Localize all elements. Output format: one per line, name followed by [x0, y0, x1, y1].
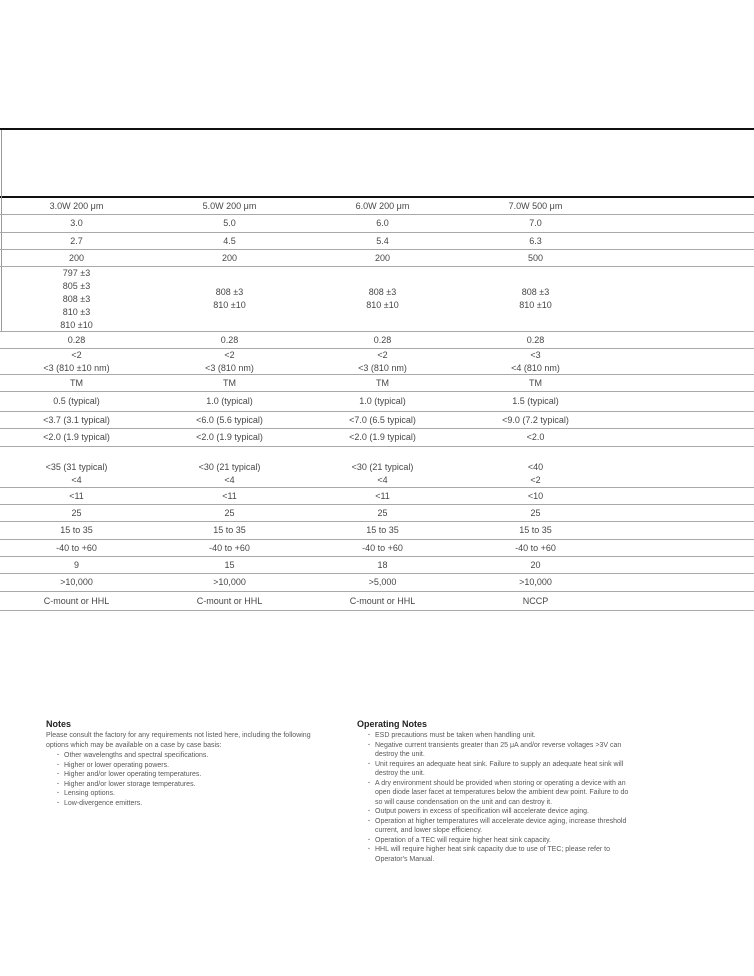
table-cell [0, 576, 153, 589]
table-cell [459, 595, 612, 608]
table-cell [459, 542, 612, 555]
cell-line: C-mount or HHL [196, 595, 263, 606]
operating-notes-list [357, 731, 631, 864]
cell-line: <11 [375, 490, 390, 501]
cell-line: <35 (31 typical) [45, 461, 108, 472]
cell-line: TM [70, 377, 83, 388]
table-cell [0, 431, 153, 444]
cell-line: <4 (810 nm) [511, 362, 560, 373]
table-cell [0, 395, 153, 408]
table-cell [0, 377, 153, 390]
table-row [0, 505, 754, 522]
note-item: · Low-divergence emitters. [57, 799, 326, 809]
cell-line: C-mount or HHL [43, 595, 110, 606]
table-cell [153, 448, 306, 487]
cell-line: 1.0 (typical) [206, 396, 253, 406]
notes-intro: Please consult the factory for any requirements not listed here, including the following options which may be available on a case by case basis: [46, 732, 311, 749]
cell-line: TM [529, 377, 542, 388]
cell-line: 2.7 [70, 235, 83, 246]
cell-line: <4 [224, 474, 235, 485]
cell-line: -40 to +60 [209, 542, 250, 553]
table-cell [459, 524, 612, 537]
table-cell [0, 524, 153, 537]
table-cell [153, 576, 306, 589]
table-cell [0, 559, 153, 572]
cell-line [153, 448, 306, 461]
table-cell [306, 349, 459, 375]
table-cell [153, 334, 306, 347]
cell-line: <3 (810 nm) [358, 362, 407, 373]
cell-line: 805 ±3 [62, 280, 91, 291]
cell-line: <3 (810 ±10 nm) [43, 362, 110, 373]
cell-line: 808 ±3 [521, 287, 550, 297]
cell-line: <3 (810 nm) [205, 362, 254, 373]
note-item: · Higher or lower operating powers. [57, 761, 326, 771]
cell-line: TM [376, 377, 389, 388]
cell-line: 3.0W 200 μm [49, 200, 104, 211]
cell-line: C-mount or HHL [349, 595, 416, 606]
cell-line: >10,000 [213, 577, 246, 587]
table-cell [459, 349, 612, 375]
table-cell [306, 559, 459, 572]
table-cell [153, 377, 306, 390]
table-cell [306, 524, 459, 537]
cell-line: 810 ±10 [519, 300, 552, 310]
table-cell [153, 395, 306, 408]
table-cell [459, 334, 612, 347]
table-row [0, 540, 754, 557]
cell-line: 6.0W 200 μm [355, 200, 410, 211]
table-cell [306, 542, 459, 555]
note-item: · HHL will require higher heat sink capacity due to use of TEC; please refer to Operator's Manual. [368, 845, 631, 864]
table-cell [306, 448, 459, 487]
cell-line: 0.28 [373, 334, 392, 345]
notes-title: Notes [46, 719, 72, 729]
cell-line: <2 [224, 349, 235, 360]
cell-line: 15 to 35 [60, 525, 93, 535]
cell-line: 200 [221, 252, 238, 263]
table-cell [0, 349, 153, 375]
table-cell [306, 334, 459, 347]
table-cell [459, 490, 612, 503]
cell-line: 25 [224, 507, 235, 518]
cell-line: <2.0 [526, 432, 545, 442]
table-cell [306, 235, 459, 248]
table-header-row [0, 198, 754, 215]
cell-line: 15 to 35 [366, 525, 399, 535]
note-item: · A dry environment should be provided when storing or operating a device with an open diode laser facet at temperatures below the ambient dew point. Failure to do so will cause condensation on the unit and can destroy it. [368, 779, 631, 808]
table-cell [459, 414, 612, 427]
table-cell [306, 576, 459, 589]
cell-line: <7.0 (6.5 typical) [349, 414, 416, 425]
note-item: · Higher and/or lower operating temperatures. [57, 770, 326, 780]
cell-line: <2 [377, 349, 388, 360]
cell-line: -40 to +60 [515, 542, 556, 553]
table-row [0, 267, 754, 332]
note-item: · Output powers in excess of specification will accelerate device aging. [368, 807, 631, 817]
note-item: · Unit requires an adequate heat sink. Failure to supply an adequate heat sink will destroy the unit. [368, 760, 631, 779]
table-cell [459, 217, 612, 230]
table-cell [0, 267, 153, 332]
table-row [0, 574, 754, 592]
cell-line: 0.28 [67, 334, 86, 345]
cell-line: <4 [71, 474, 82, 485]
cell-line: 5.0 [223, 218, 236, 228]
table-cell [0, 414, 153, 427]
table-cell [153, 349, 306, 375]
table-cell [459, 507, 612, 520]
table-cell [153, 595, 306, 608]
cell-line: 18 [377, 559, 388, 570]
table-row [0, 522, 754, 540]
table-row [0, 375, 754, 392]
table-cell [306, 377, 459, 390]
cell-line [459, 448, 612, 461]
table-cell [306, 595, 459, 608]
note-item: · Negative current transients greater than 25 μA and/or reverse voltages >3V can destroy the unit. [368, 741, 631, 760]
cell-line: 3.0 [70, 218, 83, 228]
cell-line: 808 ±3 [215, 287, 244, 297]
column-header [153, 200, 306, 213]
table-cell [153, 217, 306, 230]
cell-line [0, 448, 153, 461]
table-row [0, 392, 754, 412]
cell-line: >10,000 [519, 577, 552, 587]
table-cell [0, 595, 153, 608]
table-row [0, 233, 754, 250]
table-cell [306, 217, 459, 230]
table-row [0, 349, 754, 375]
table-cell [459, 395, 612, 408]
table-row [0, 447, 754, 488]
table-cell [153, 431, 306, 444]
table-cell [306, 252, 459, 265]
cell-line: 7.0W 500 μm [508, 200, 563, 211]
cell-line: <11 [69, 490, 84, 501]
cell-line: 1.5 (typical) [512, 396, 559, 406]
cell-line: TM [223, 377, 236, 388]
cell-line: 15 [224, 559, 235, 570]
cell-line: 6.0 [376, 218, 389, 228]
cell-line: 15 to 35 [213, 525, 246, 535]
cell-line: 6.3 [529, 235, 542, 246]
table-cell [153, 507, 306, 520]
cell-line: <11 [222, 490, 237, 501]
table-row [0, 429, 754, 447]
cell-line: 810 ±10 [366, 300, 399, 310]
table-cell [459, 559, 612, 572]
notes-list [46, 751, 326, 808]
table-row [0, 332, 754, 349]
operating-notes-title: Operating Notes [357, 719, 428, 729]
column-header [306, 200, 459, 213]
table-cell [0, 334, 153, 347]
cell-line: 0.5 (typical) [53, 396, 100, 406]
cell-line: <4 [377, 474, 388, 485]
table-cell [153, 524, 306, 537]
cell-line: 25 [377, 507, 388, 518]
cell-line: 810 ±10 [60, 319, 93, 330]
column-header [0, 200, 153, 213]
cell-line: <9.0 (7.2 typical) [502, 414, 569, 425]
table-cell [0, 217, 153, 230]
cell-line: 25 [530, 507, 541, 518]
cell-line: 7.0 [529, 218, 542, 228]
table-cell [459, 431, 612, 444]
note-item: · Operation of a TEC will require higher heat sink capacity. [368, 836, 631, 846]
table-cell [306, 507, 459, 520]
cell-line: <10 [527, 490, 544, 501]
cell-line: 808 ±3 [368, 287, 397, 297]
cell-line [306, 448, 459, 461]
table-cell [459, 377, 612, 390]
cell-line: <3.7 (3.1 typical) [43, 414, 110, 425]
table-cell [306, 431, 459, 444]
cell-line: <2 [530, 474, 541, 485]
cell-line: -40 to +60 [56, 542, 97, 553]
cell-line: 4.5 [223, 235, 236, 246]
cell-line: <2.0 (1.9 typical) [43, 432, 110, 442]
cell-line: 810 ±3 [62, 306, 91, 317]
table-row [0, 557, 754, 574]
table-row [0, 592, 754, 611]
cell-line: 5.0W 200 μm [202, 200, 257, 211]
notes-section [46, 719, 326, 808]
cell-line: <40 [527, 461, 544, 472]
table-cell [0, 542, 153, 555]
table-cell [0, 448, 153, 487]
table-row [0, 412, 754, 429]
table-cell [153, 542, 306, 555]
cell-line: 810 ±10 [213, 300, 246, 310]
header-band [2, 130, 754, 196]
table-cell [0, 235, 153, 248]
column-header [459, 200, 612, 213]
cell-line: <30 (21 typical) [351, 461, 414, 472]
note-item: · ESD precautions must be taken when handling unit. [368, 731, 631, 741]
cell-line: 20 [530, 559, 541, 570]
table-row [0, 250, 754, 267]
cell-line: 1.0 (typical) [359, 396, 406, 406]
note-item: · Lensing options. [57, 789, 326, 799]
table-row [0, 215, 754, 233]
cell-line: 797 ±3 [62, 267, 91, 278]
cell-line: >5,000 [368, 577, 397, 587]
note-item: · Other wavelengths and spectral specifications. [57, 751, 326, 761]
table-cell [459, 448, 612, 487]
spec-table [0, 198, 754, 611]
table-cell [459, 286, 612, 312]
table-cell [459, 235, 612, 248]
cell-line: 9 [73, 559, 79, 570]
table-cell [153, 414, 306, 427]
table-cell [306, 490, 459, 503]
table-cell [0, 252, 153, 265]
table-row [0, 488, 754, 505]
cell-line: 0.28 [220, 334, 239, 345]
operating-notes-section [357, 719, 631, 864]
table-cell [459, 252, 612, 265]
table-cell [306, 414, 459, 427]
cell-line: <2 [71, 349, 82, 360]
cell-line: -40 to +60 [362, 542, 403, 553]
note-item: · Higher and/or lower storage temperatures. [57, 780, 326, 790]
cell-line: 500 [527, 252, 544, 263]
cell-line: >10,000 [60, 577, 93, 587]
table-cell [0, 507, 153, 520]
cell-line: 25 [71, 507, 82, 518]
cell-line: 5.4 [376, 235, 389, 246]
cell-line: <3 [530, 349, 541, 360]
table-cell [153, 490, 306, 503]
cell-line: 0.28 [526, 334, 545, 345]
table-cell [459, 576, 612, 589]
table-cell [153, 235, 306, 248]
cell-line: <2.0 (1.9 typical) [349, 432, 416, 442]
cell-line: NCCP [522, 595, 549, 606]
table-cell [306, 286, 459, 312]
cell-line: <30 (21 typical) [198, 461, 261, 472]
table-cell [306, 395, 459, 408]
table-cell [0, 490, 153, 503]
cell-line: 808 ±3 [62, 293, 91, 304]
cell-line: 200 [68, 252, 85, 263]
cell-line: 200 [374, 252, 391, 263]
table-cell [153, 559, 306, 572]
cell-line: <2.0 (1.9 typical) [196, 432, 263, 442]
cell-line: <6.0 (5.6 typical) [196, 414, 263, 425]
table-cell [153, 252, 306, 265]
cell-line: 15 to 35 [519, 525, 552, 535]
note-item: · Operation at higher temperatures will accelerate device aging, increase threshold current, and lower slope efficiency. [368, 817, 631, 836]
table-cell [153, 286, 306, 312]
